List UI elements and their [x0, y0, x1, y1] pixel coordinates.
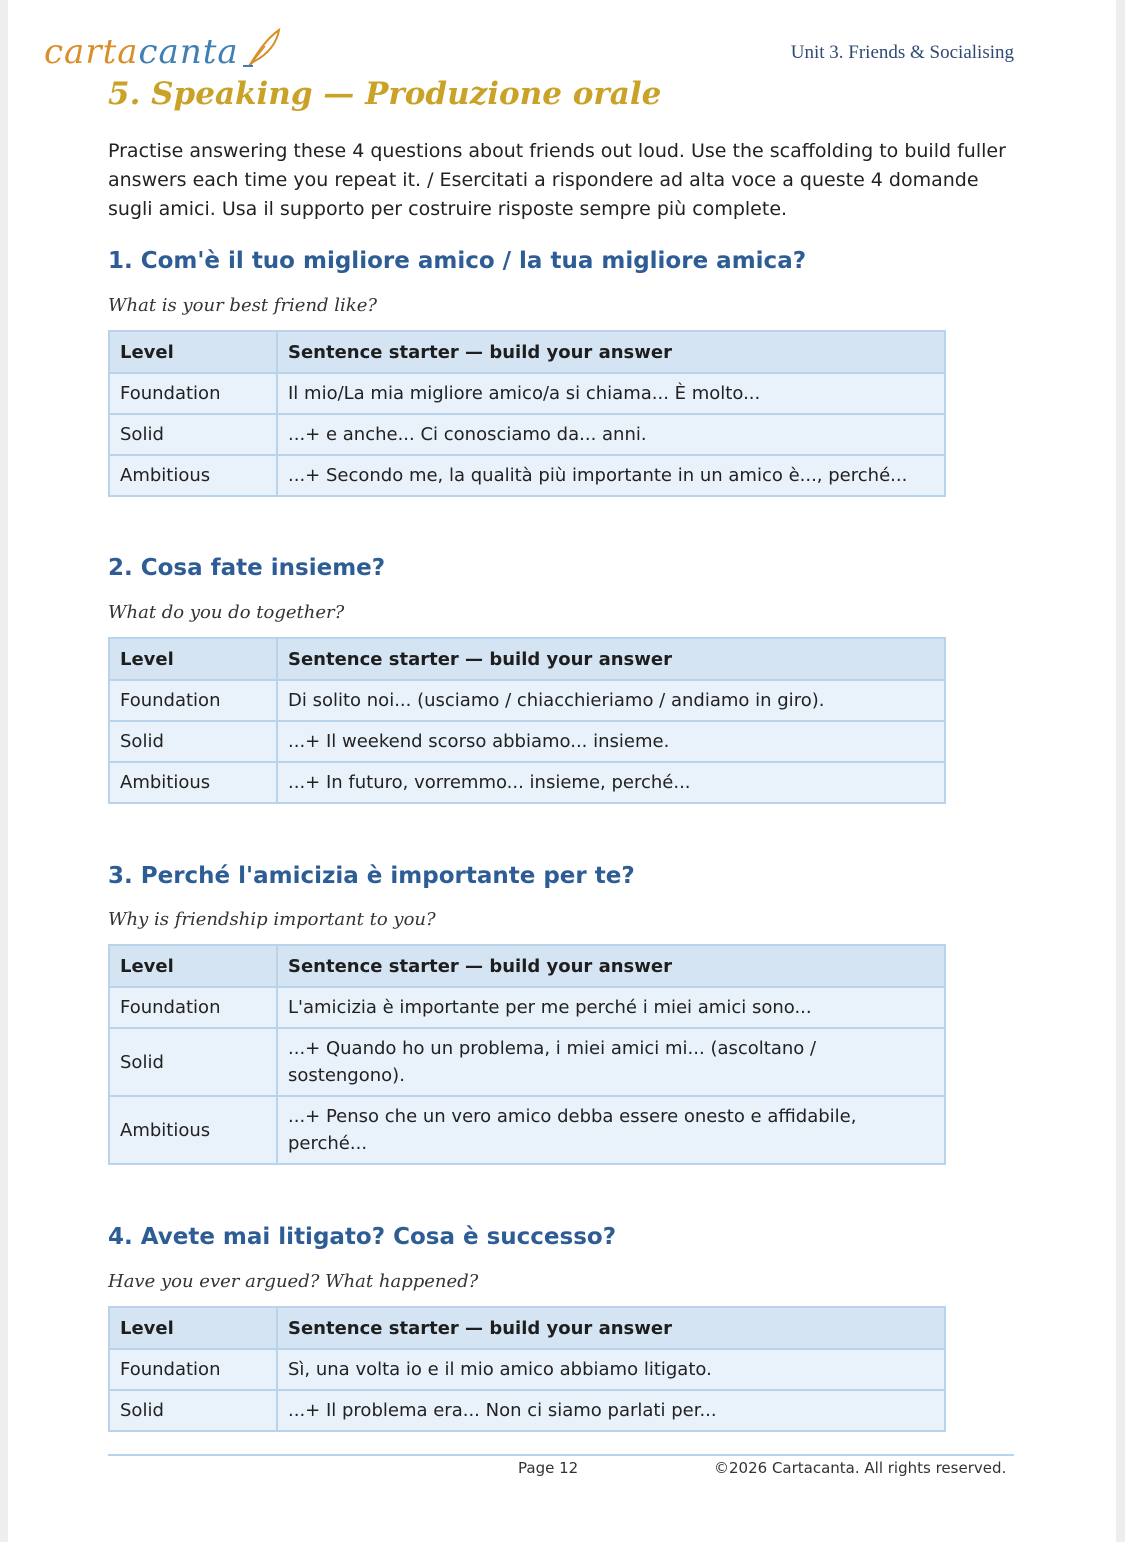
level-cell: Solid — [109, 1028, 277, 1096]
footer-divider — [108, 1454, 1014, 1456]
page-title: 5. Speaking — Produzione orale — [108, 76, 662, 112]
starter-header: Sentence starter — build your answer — [277, 638, 945, 680]
starter-header: Sentence starter — build your answer — [277, 1307, 945, 1349]
question-2-title: 2. Cosa fate insieme? — [108, 555, 386, 581]
starter-cell: ...+ Quando ho un problema, i miei amici mi... (ascoltano / sostengono). — [277, 1028, 945, 1096]
question-4-title: 4. Avete mai litigato? Cosa è successo? — [108, 1224, 617, 1250]
starter-cell: ...+ Secondo me, la qualità più importante in un amico è..., perché... — [277, 455, 945, 496]
level-header: Level — [109, 331, 277, 373]
question-3-translation: Why is friendship important to you? — [108, 909, 436, 930]
starter-cell: Il mio/La mia migliore amico/a si chiama... È molto... — [277, 373, 945, 414]
table-header-row — [109, 331, 945, 373]
table-row — [109, 680, 945, 721]
unit-label: Unit 3. Friends & Socialising — [790, 42, 1014, 63]
logo-text-canta: canta — [138, 32, 239, 72]
question-3-title: 3. Perché l'amicizia è importante per te? — [108, 863, 635, 889]
level-header: Level — [109, 945, 277, 987]
level-cell: Ambitious — [109, 455, 277, 496]
table-row — [109, 414, 945, 455]
level-cell: Foundation — [109, 1349, 277, 1390]
starter-cell: L'amicizia è importante per me perché i miei amici sono... — [277, 987, 945, 1028]
starter-cell: ...+ e anche... Ci conosciamo da... anni. — [277, 414, 945, 455]
level-cell: Foundation — [109, 987, 277, 1028]
intro-paragraph: Practise answering these 4 questions about friends out loud. Use the scaffolding to build fuller answers each time you repeat it. / Esercitati a rispondere ad alta voce a queste 4 domande sugli amici. Usa il supporto per costruire risposte sempre più complete. — [108, 140, 1006, 220]
logo-text-carta: carta — [44, 32, 139, 72]
level-header: Level — [109, 1307, 277, 1349]
table-header-row — [109, 638, 945, 680]
quill-icon — [243, 26, 283, 68]
question-1-translation: What is your best friend like? — [108, 295, 378, 316]
starter-cell: Di solito noi... (usciamo / chiacchieriamo / andiamo in giro). — [277, 680, 945, 721]
starter-cell: ...+ Il problema era... Non ci siamo parlati per... — [277, 1390, 945, 1431]
copyright-notice: ©2026 Cartacanta. All rights reserved. — [714, 1459, 1007, 1477]
table-row — [109, 455, 945, 496]
question-1-table — [108, 330, 946, 497]
table-header-row — [109, 1307, 945, 1349]
level-header: Level — [109, 638, 277, 680]
cartacanta-logo — [44, 26, 283, 72]
table-row — [109, 1349, 945, 1390]
table-row — [109, 721, 945, 762]
question-4-table — [108, 1306, 946, 1432]
table-row — [109, 1390, 945, 1431]
level-cell: Foundation — [109, 680, 277, 721]
starter-cell: ...+ Il weekend scorso abbiamo... insieme. — [277, 721, 945, 762]
level-cell: Ambitious — [109, 1096, 277, 1164]
table-row — [109, 762, 945, 803]
level-cell: Solid — [109, 721, 277, 762]
question-3-table — [108, 944, 946, 1165]
level-cell: Solid — [109, 1390, 277, 1431]
level-cell: Foundation — [109, 373, 277, 414]
starter-cell: ...+ Penso che un vero amico debba essere onesto e affidabile, perché... — [277, 1096, 945, 1164]
level-cell: Solid — [109, 414, 277, 455]
table-header-row — [109, 945, 945, 987]
starter-header: Sentence starter — build your answer — [277, 945, 945, 987]
level-cell: Ambitious — [109, 762, 277, 803]
starter-header: Sentence starter — build your answer — [277, 331, 945, 373]
page-number: Page 12 — [518, 1459, 579, 1477]
document-page — [8, 0, 1116, 1542]
question-1-title: 1. Com'è il tuo migliore amico / la tua migliore amica? — [108, 248, 807, 274]
question-2-translation: What do you do together? — [108, 602, 345, 623]
question-2-table — [108, 637, 946, 804]
table-row — [109, 987, 945, 1028]
table-row — [109, 1096, 945, 1164]
table-row — [109, 373, 945, 414]
table-row — [109, 1028, 945, 1096]
starter-cell: ...+ In futuro, vorremmo... insieme, perché... — [277, 762, 945, 803]
question-4-translation: Have you ever argued? What happened? — [108, 1271, 479, 1292]
starter-cell: Sì, una volta io e il mio amico abbiamo litigato. — [277, 1349, 945, 1390]
